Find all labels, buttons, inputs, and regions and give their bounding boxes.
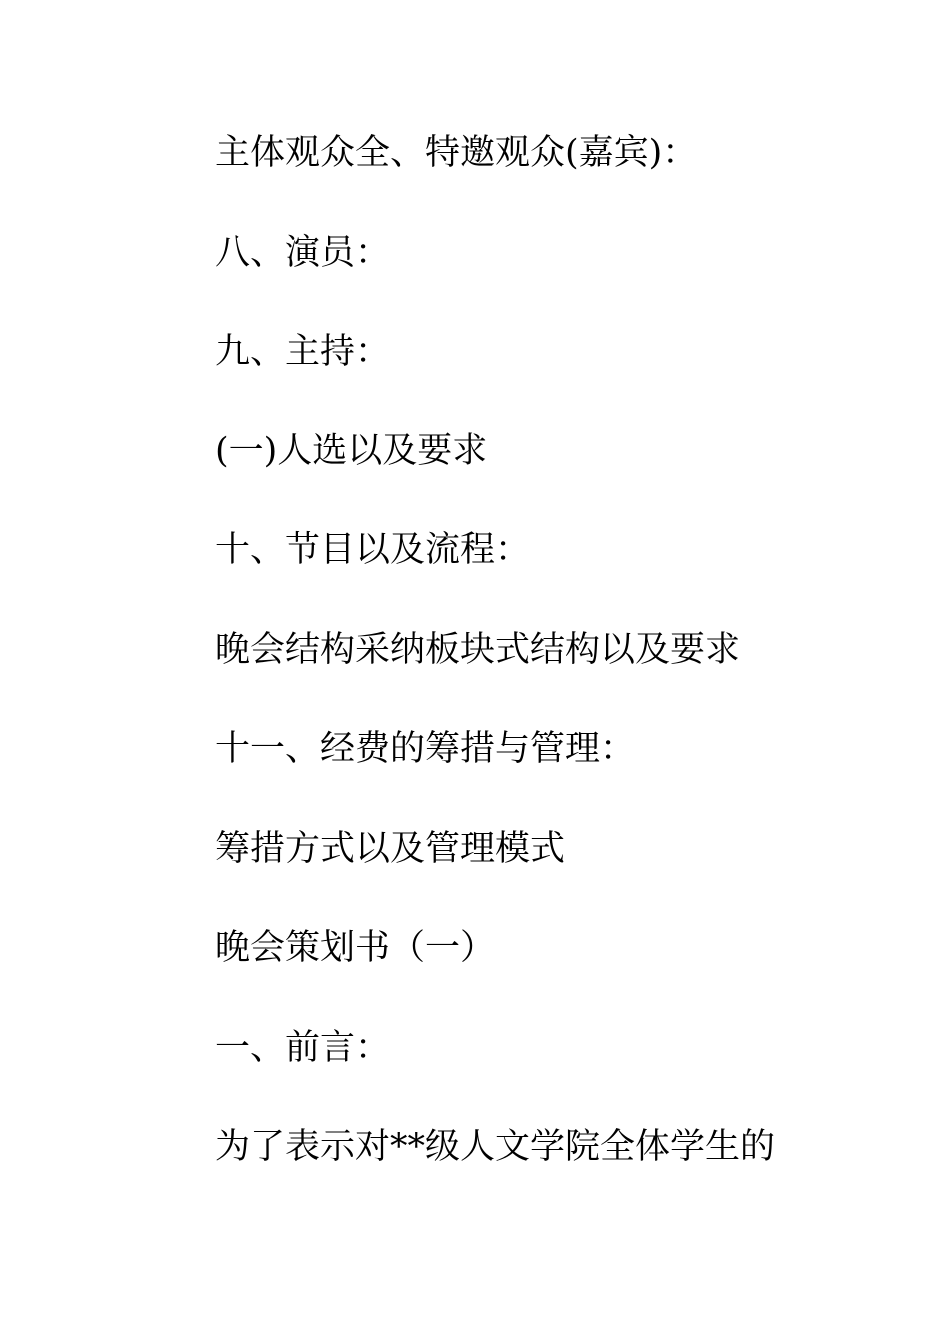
heading-funding: 十一、经费的筹措与管理： bbox=[215, 729, 636, 769]
text-line-preface: 为了表示对**级人文学院全体学生的 bbox=[215, 1127, 776, 1167]
section-title-plan: 晚会策划书（一） bbox=[215, 928, 496, 968]
text-line-structure: 晚会结构采纳板块式结构以及要求 bbox=[215, 630, 741, 670]
heading-actors: 八、演员： bbox=[215, 233, 391, 273]
text-line-funding-method: 筹措方式以及管理模式 bbox=[215, 829, 566, 869]
heading-host: 九、主持： bbox=[215, 332, 391, 372]
heading-preface: 一、前言： bbox=[215, 1028, 391, 1068]
text-line-audience: 主体观众全、特邀观众(嘉宾)： bbox=[215, 133, 698, 173]
subheading-candidates: (一)人选以及要求 bbox=[215, 431, 488, 471]
heading-program-flow: 十、节目以及流程： bbox=[215, 530, 531, 570]
